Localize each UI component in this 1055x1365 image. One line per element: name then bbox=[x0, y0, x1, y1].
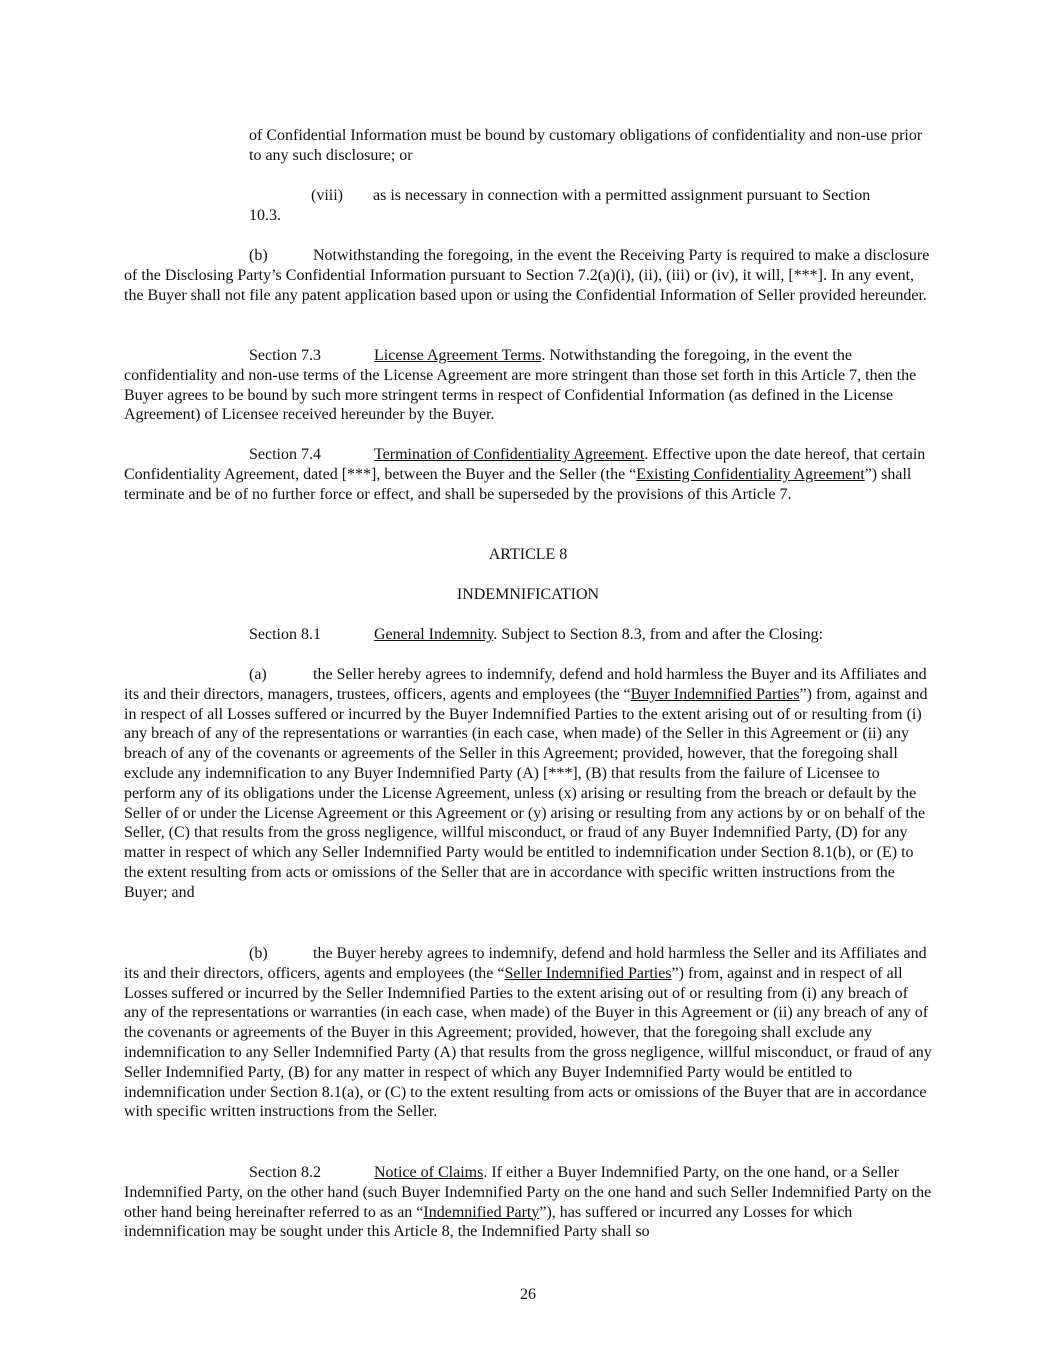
section-8-1-number: Section 8.1 bbox=[249, 626, 321, 643]
section-7-4-number: Section 7.4 bbox=[249, 446, 321, 463]
section-8-2-number: Section 8.2 bbox=[249, 1164, 321, 1181]
section-7-3 bbox=[124, 346, 932, 425]
clause-viii bbox=[124, 186, 932, 226]
clause-8-1-a-text-2: ”) from, against and in respect of all Losses suffered or incurred by the Buyer Indemnified Parties to the extent arising out of or resulting from (i) any breach of any of the representations or warranties (in each case, when made) of the Seller in this Agreement or (ii) any breach of any of the covenants or agreements of the Seller in this Agreement; provided, however, that the foregoing shall exclude any indemnification to any Buyer Indemnified Party (A) [***], (B) that results from the failure of Licensee to perform any of its obligations under the License Agreement, unless (x) arising or resulting from the breach or default by the Seller of or under the License Agreement or this Agreement or (y) arising or resulting from any actions by or on behalf of the Seller, (C) that results from the gross negligence, willful misconduct, or fraud of any Buyer Indemnified Party, (D) for any matter in respect of which any Seller Indemnified Party would be entitled to indemnification under Section 8.1(b), or (E) to the extent resulting from acts or omissions of the Seller that are in accordance with specific written instructions from the Buyer; and bbox=[124, 685, 928, 901]
continuation-paragraph bbox=[249, 126, 932, 166]
section-7-3-title: License Agreement Terms bbox=[374, 347, 542, 364]
section-8-1-text: . Subject to Section 8.3, from and after the Closing: bbox=[493, 626, 824, 643]
section-8-1-title: General Indemnity bbox=[374, 626, 494, 643]
section-7-4-defined-term: Existing Confidentiality Agreement bbox=[636, 465, 865, 483]
clause-8-1-b-label: (b) bbox=[249, 945, 268, 962]
section-7-4 bbox=[124, 445, 932, 504]
section-7-3-number: Section 7.3 bbox=[249, 347, 321, 364]
article-heading: ARTICLE 8 bbox=[488, 546, 568, 563]
clause-8-1-a-text-1: the Seller hereby agrees to indemnify, defend and hold harmless the Buyer and its Affiliates and its and their directors, managers, trustees, officers, agents and employees (the “ bbox=[124, 666, 927, 703]
section-8-2 bbox=[124, 1163, 932, 1242]
section-8-1 bbox=[124, 625, 932, 645]
clause-8-1-a bbox=[124, 665, 932, 903]
section-8-2-text-1: . If either a Buyer Indemnified Party, on the one hand, or a Seller Indemnified Party, on the other hand (such Buyer Indemnified Party on the one hand and such Seller Indemnified Party on the other hand being hereinafter referred to as an “ bbox=[124, 1164, 932, 1221]
clause-viii-text-cont: 10.3. bbox=[249, 206, 281, 224]
clause-7-2-b bbox=[124, 246, 932, 305]
section-8-2-defined-term: Indemnified Party bbox=[423, 1203, 540, 1221]
section-7-4-title: Termination of Confidentiality Agreement bbox=[374, 446, 645, 463]
clause-8-1-b-text-1: the Buyer hereby agrees to indemnify, defend and hold harmless the Seller and its Affiliates and its and their directors, officers, agents and employees (the “ bbox=[124, 945, 927, 982]
article-title: INDEMNIFICATION bbox=[456, 586, 600, 603]
page-number: 26 bbox=[520, 1286, 536, 1303]
clause-7-2-b-text: Notwithstanding the foregoing, in the event the Receiving Party is required to make a disclosure of the Disclosing Party’s Confidential Information pursuant to Section 7.2(a)(i), (ii), (iii) or (iv), it will, [***]. In any event, the Buyer shall not file any patent application based upon or using the Confidential Information of Seller provided hereunder. bbox=[124, 247, 930, 304]
section-8-2-text-2: ”), has suffered or incurred any Losses for which indemnification may be sought under this Article 8, the Indemnified Party shall so bbox=[124, 1203, 853, 1241]
section-7-4-text-1: . Effective upon the date hereof, that certain Confidentiality Agreement, dated [***], between the Buyer and the Seller (the “ bbox=[124, 446, 926, 483]
clause-8-1-b-defined-term: Seller Indemnified Parties bbox=[504, 964, 672, 982]
continuation-text: of Confidential Information must be bound by customary obligations of confidentiality and non-use prior to any such disclosure; or bbox=[249, 127, 923, 164]
clause-8-1-b bbox=[124, 944, 932, 1122]
clause-viii-text: as is necessary in connection with a permitted assignment pursuant to Section bbox=[373, 187, 871, 204]
section-7-4-text-2: ”) shall terminate and be of no further force or effect, and shall be superseded by the provisions of this Article 7. bbox=[124, 465, 912, 503]
section-8-2-title: Notice of Claims bbox=[374, 1164, 484, 1181]
clause-viii-label: (viii) bbox=[311, 187, 343, 204]
clause-7-2-b-label: (b) bbox=[249, 247, 268, 264]
section-7-3-text: . Notwithstanding the foregoing, in the event the confidentiality and non-use terms of the License Agreement are more stringent than those set forth in this Article 7, then the Buyer agrees to be bound by such more stringent terms in respect of Confidential Information (as defined in the License Agreement) of Licensee received hereunder by the Buyer. bbox=[124, 347, 917, 424]
clause-8-1-a-label: (a) bbox=[249, 666, 267, 683]
clause-8-1-a-defined-term: Buyer Indemnified Parties bbox=[630, 685, 800, 703]
clause-8-1-b-text-2: ”) from, against and in respect of all Losses suffered or incurred by the Seller Indemnified Parties to the extent arising out of or resulting from (i) any breach of any of the representations or warranties (in each case, when made) of the Buyer in this Agreement or (ii) any breach of any of the covenants or agreements of the Buyer in this Agreement; provided, however, that the foregoing shall exclude any indemnification to any Seller Indemnified Party (A) that results from the gross negligence, willful misconduct, or fraud of any Seller Indemnified Party, (B) for any matter in respect of which any Buyer Indemnified Party would be entitled to indemnification under Section 8.1(a), or (C) to the extent resulting from acts or omissions of the Buyer that are in accordance with specific written instructions from the Seller. bbox=[124, 964, 932, 1121]
